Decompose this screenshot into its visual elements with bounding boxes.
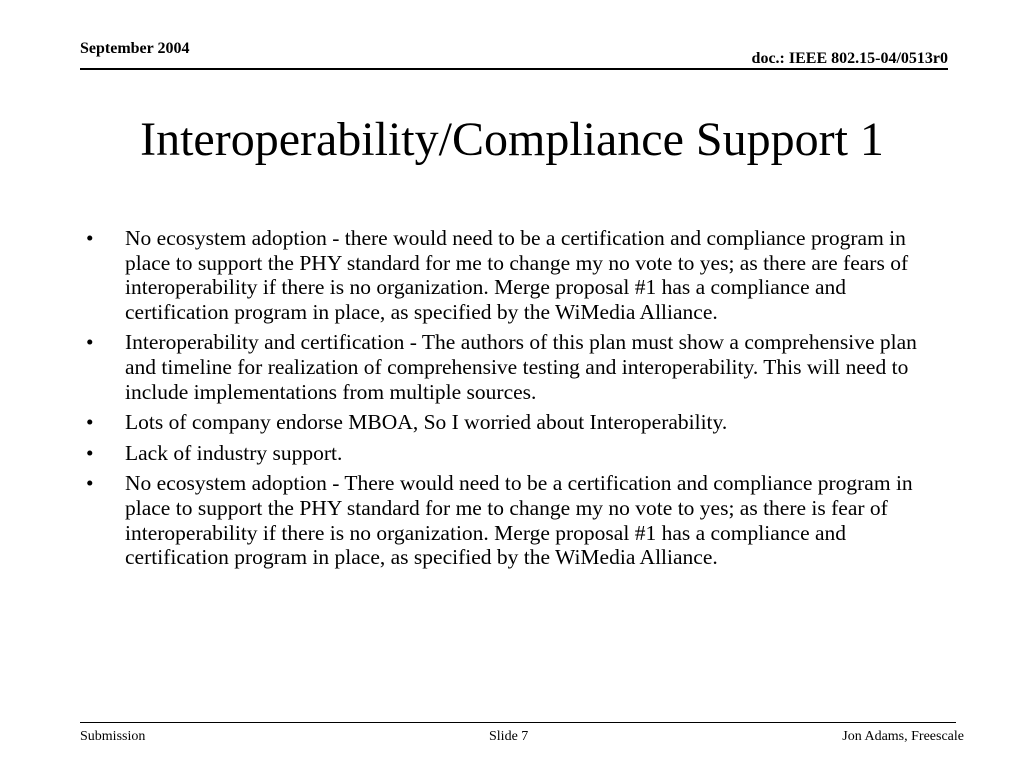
footer-author: Jon Adams, Freescale [842,729,964,744]
bullet-text: Lots of company endorse MBOA, So I worried about Interoperability. [125,410,728,435]
header-date: September 2004 [80,40,190,57]
bullet-text: No ecosystem adoption - there would need to be a certification and compliance program in place to support the PHY standard for me to change my no vote to yes; as there are fears of interoperability if there is no organization. Merge proposal #1 has a compliance and certification program in place, as specified by the WiMedia Alliance. [125,226,909,324]
bullet-item [86,410,946,435]
bullet-icon: • [86,471,94,496]
bullet-icon: • [86,440,94,465]
header-doc-id: doc.: IEEE 802.15-04/0513r0 [751,50,948,67]
bullet-text: No ecosystem adoption - There would need to be a certification and compliance program in place to support the PHY standard for me to change my no vote to yes; as there is fear of interoperability if there is no organization. Merge proposal #1 has a compliance and certification program in place, as specified by the WiMedia Alliance. [125,471,913,570]
footer-slide-number: Slide 7 [489,729,529,744]
footer-divider [80,722,956,723]
bullet-icon: • [86,410,94,435]
bullet-text: Lack of industry support. [125,440,343,465]
bullet-item [86,226,946,324]
bullet-icon: • [86,226,94,250]
bullet-item [86,330,946,404]
header-divider [80,68,948,70]
bullet-item [86,441,946,466]
bullet-list [86,226,946,576]
bullet-icon: • [86,330,94,355]
slide-title: Interoperability/Compliance Support 1 [140,113,884,166]
bullet-text: Interoperability and certification - The authors of this plan must show a comprehensive plan and timeline for realization of comprehensive testing and interoperability. This will need to include implementations from multiple sources. [125,330,917,404]
bullet-item [86,471,946,569]
footer-submission: Submission [80,729,146,744]
